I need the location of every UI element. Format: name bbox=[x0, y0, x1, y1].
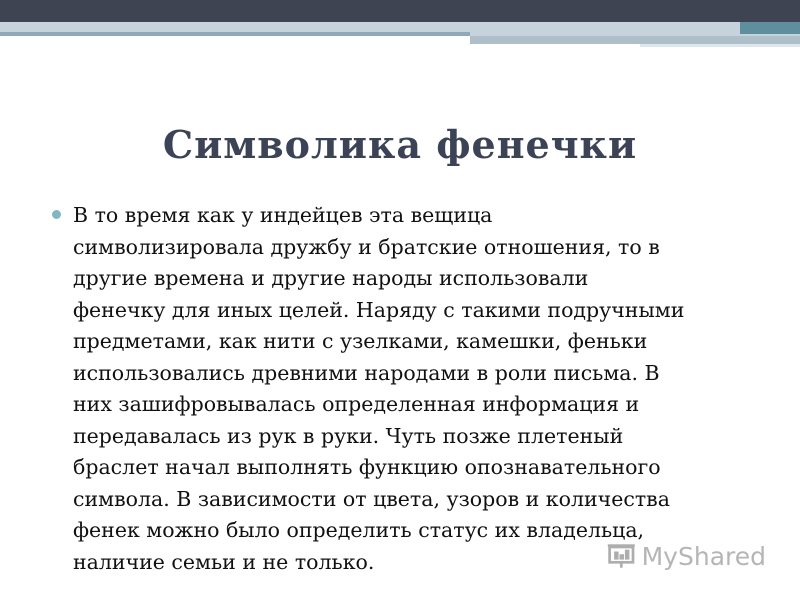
header-thin-line bbox=[640, 44, 800, 47]
watermark-text: MyShared bbox=[641, 541, 766, 571]
header-teal-stripe bbox=[0, 32, 470, 36]
header-decoration bbox=[0, 0, 800, 50]
watermark bbox=[606, 536, 766, 576]
header-corner-stripe bbox=[740, 22, 800, 34]
slide-body bbox=[52, 200, 772, 578]
bullet-dot-icon bbox=[52, 210, 61, 219]
header-dark-stripe bbox=[0, 0, 800, 22]
bullet-text: В то время как у индейцев эта вещица символизировала дружбу и братские отношения, то в другие времена и другие народы использовали фенечку для иных целей. Наряду с такими подручными предметами, как нити с узелками, камешки, феньки использовались древними народами в роли письма. В них зашифровывалась определенная информация и передавалась из рук в руки. Чуть позже плетеный браслет начал выполнять функцию опознавательного символа. В зависимости от цвета, узоров и количества фенек можно было определить статус их владельца, наличие семьи и не только. bbox=[73, 203, 685, 574]
slide-title: Символика фенечки bbox=[162, 122, 638, 167]
bullet-item bbox=[52, 200, 772, 578]
header-accent-stripe bbox=[470, 36, 800, 44]
presentation-board-icon bbox=[606, 541, 637, 571]
